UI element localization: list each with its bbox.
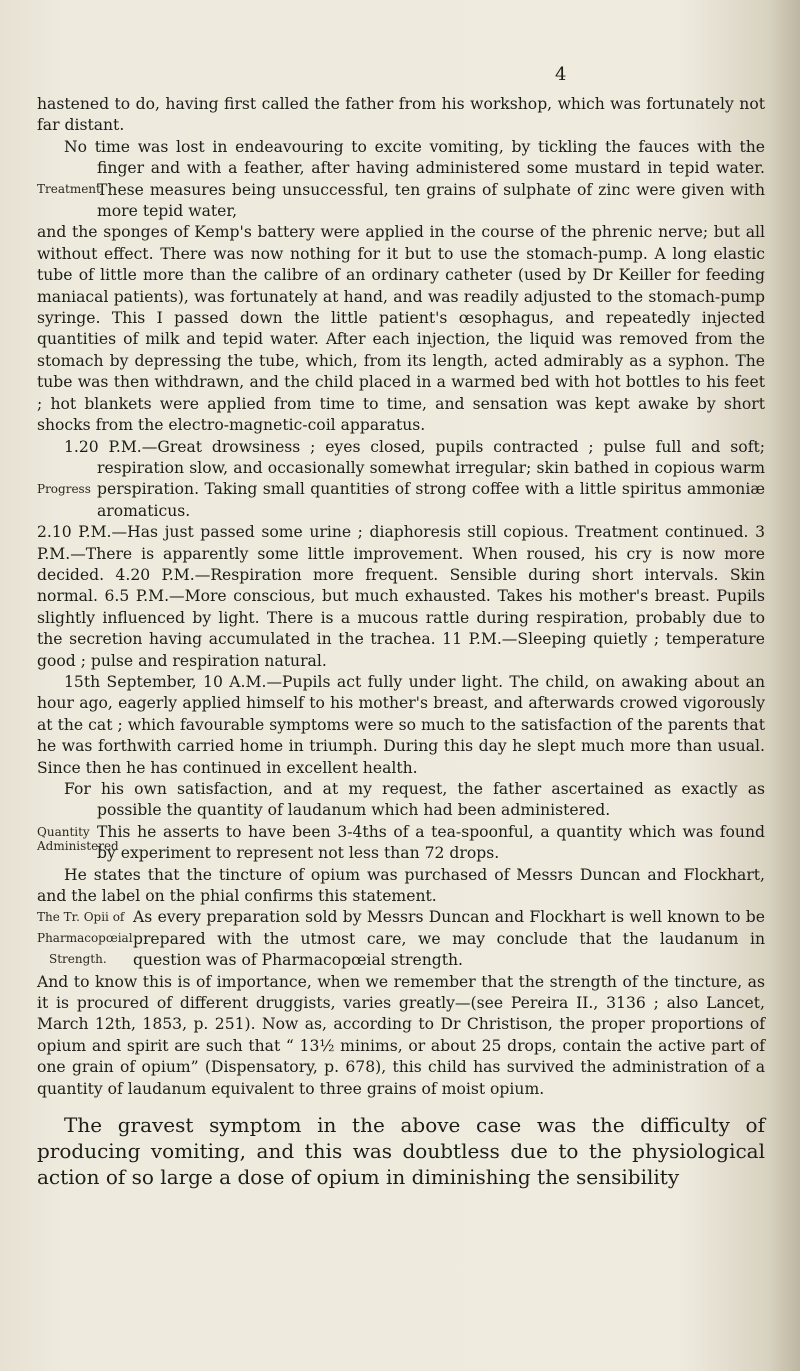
paragraph: As every preparation sold by Messrs Duncan and Flockhart is well known to be prepared with the utmost care, we may conclude that the laudanum in question was of Pharmacopœial strength. <box>133 908 765 970</box>
margin-note-quantity: Quantity <box>37 824 90 839</box>
paragraph: hastened to do, having first called the father from his workshop, which was fortunately not far distant. <box>37 95 765 135</box>
margin-note-tincture: The Tr. Opii of <box>37 910 125 925</box>
treatment-section <box>37 137 765 223</box>
margin-note-administered: Administered <box>37 838 119 853</box>
paragraph: This he asserts to have been 3-4ths of a tea-spoonful, a quantity which was found by experiment to represent not less than 72 drops. <box>97 822 765 863</box>
paragraph: He states that the tincture of opium was purchased of Messrs Duncan and Flockhart, and the label on the phial confirms this statement. <box>37 865 765 906</box>
margin-note-strength: Strength. <box>49 952 107 967</box>
paragraph: No time was lost in endeavouring to excite vomiting, by tickling the fauces with the finger and with a feather, after having administered some mustard in tepid water. These measures being unsuccessful, ten grains of sulphate of zinc were given with more tepid water, <box>64 137 765 221</box>
paragraph: And to know this is of importance, when we remember that the strength of the tincture, as it is procured of different druggists, varies greatly—(see Pereira II., 3136 ; also Lancet, March 12th, 1853, p. 251). Now as, according to Dr Christison, the proper proportions of opium and spirit are such that “ 13½ minims, or about 25 drops, contain the active part of one grain of opium” (Dispensatory, p. 678), this child has survived the administration of a quantity of laudanum equivalent to three grains of moist opium. <box>37 972 765 1098</box>
paragraph-large: The gravest symptom in the above case was the difficulty of producing vomiting, and this was doubtless due to the physiological action of so large a dose of opium in diminishing the sensibility <box>37 1113 765 1190</box>
margin-note-treatment: Treatment <box>37 181 101 196</box>
body-text <box>37 94 765 1190</box>
page-number: 4 <box>555 64 567 85</box>
paragraph: 15th September, 10 A.M.—Pupils act fully under light. The child, on awaking about an hour ago, eagerly applied himself to his mother's breast, and afterwards crowed vigorously at the cat ; which favourable symptoms were so much to the satisfaction of the parents that he was forthwith carried home in triumph. During this day he slept much more than usual. Since then he has continued in excellent health. <box>37 672 765 777</box>
margin-note-progress: Progress <box>37 481 91 496</box>
progress-section <box>37 437 765 523</box>
paragraph: and the sponges of Kemp's battery were applied in the course of the phrenic nerve; but all without effect. There was now nothing for it but to use the stomach-pump. A long elastic tube of little more than the calibre of an ordinary catheter (used by Dr Keiller for feeding maniacal patients), was fortunately at hand, and was readily adjusted to the stomach-pump syringe. This I passed down the little patient's œsophagus, and repeatedly injected quantities of milk and tepid water. After each injection, the liquid was removed from the stomach by depressing the tube, which, from its length, acted admirably as a syphon. The tube was then withdrawn, and the child placed in a warmed bed with hot bottles to his feet ; hot blankets were applied from time to time, and sensation was kept awake by short shocks from the electro-magnetic-coil apparatus. <box>37 223 765 435</box>
margin-note-pharmacopoeial: Pharmacopœial <box>37 931 133 946</box>
quantity-section <box>37 822 765 865</box>
paragraph: 1.20 P.M.—Great drowsiness ; eyes closed, pupils contracted ; pulse full and soft; respiration slow, and occasionally somewhat irregular; skin bathed in copious warm perspiration. Taking small quantities of strong coffee with a little spiritus ammoniæ aromaticus. <box>64 437 765 520</box>
strength-section <box>37 907 765 971</box>
paragraph: For his own satisfaction, and at my request, the father ascertained as exactly as possible the quantity of laudanum which had been administered. <box>64 780 765 820</box>
paragraph: 2.10 P.M.—Has just passed some urine ; diaphoresis still copious. Treatment continued. 3 P.M.—There is apparently some little improvement. When roused, his cry is now more decided. 4.20 P.M.—Respiration more frequent. Sensible during short intervals. Skin normal. 6.5 P.M.—More conscious, but much exhausted. Takes his mother's breast. Pupils slightly influenced by light. There is a mucous rattle during respiration, probably due to the secretion having accumulated in the trachea. 11 P.M.—Sleeping quietly ; temperature good ; pulse and respiration natural. <box>37 523 765 670</box>
